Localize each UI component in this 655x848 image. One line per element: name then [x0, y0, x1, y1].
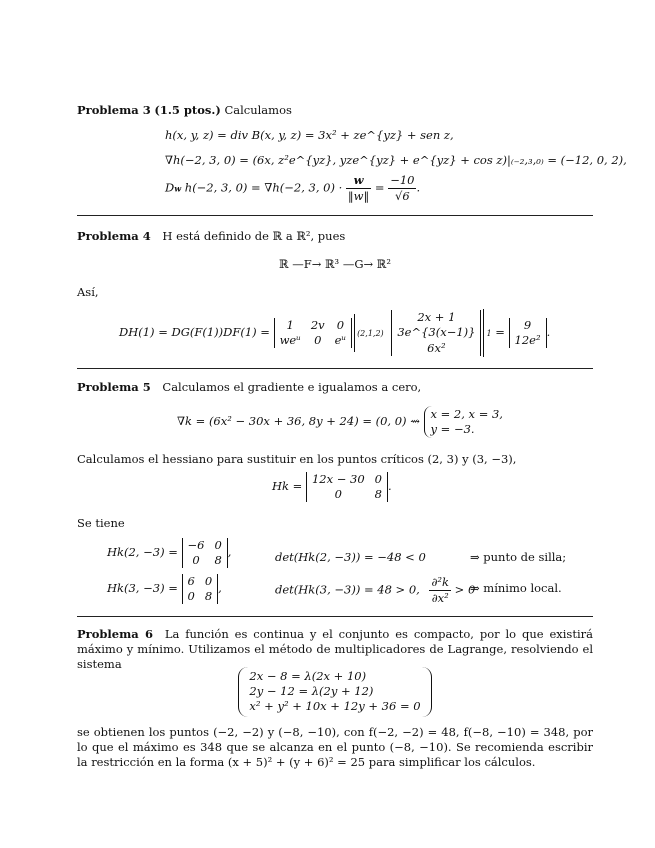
map-chain: ℝ —F→ ℝ³ —G→ ℝ²	[279, 257, 391, 271]
divider-3	[77, 616, 593, 617]
problem-3-label: Problema 3	[77, 103, 151, 117]
dg-eval-point: (2,1,2)	[357, 329, 384, 338]
det-row-2: det(Hk(3, −3)) = 48 > 0, $\frac{\text{∂²k}}{\text{∂x²}}$ > 0	[275, 575, 476, 606]
problem-5-label: Problema 5	[77, 380, 151, 394]
dg-matrix: 1 2v 0 weᵘ 0 eᵘ	[274, 318, 352, 348]
problem-6-label: Problema 6	[77, 627, 153, 641]
problem-4	[77, 229, 593, 355]
problem-5-heading	[77, 380, 593, 395]
df-eval-point: 1	[486, 329, 492, 338]
hessian-intro: Calculamos el hessiano para sustituir en los puntos críticos (2, 3) y (3, −3),	[77, 452, 517, 466]
problem-3-intro: Calculamos	[224, 103, 292, 117]
problem-4-heading	[77, 229, 593, 244]
df-matrix: 2x + 1 3e^{3(x−1)} 6x²	[391, 310, 481, 356]
directional-derivative-symbol: D	[165, 180, 175, 195]
divider-2	[77, 368, 593, 369]
lagrange-system: 2x − 8 = λ(2x + 10) 2y − 12 = λ(2y + 12) x² + y² + 10x + 12y + 36 = 0	[77, 667, 593, 717]
second-partial-fraction: $\frac{\text{∂²k}}{\text{∂x²}}$	[431, 575, 449, 606]
problem-5-intro: Calculamos el gradiente e igualamos a cero,	[162, 380, 422, 394]
problem-3-eq3: Dw h(−2, 3, 0) = ∇h(−2, 3, 0) · $\frac{w}{‖w‖}$ = $\frac{-10}{√6}$ .	[165, 173, 421, 204]
result-matrix: 9 12e²	[509, 318, 547, 348]
problem-3-eq2: ∇h(−2, 3, 0) = (6x, z²e^{yz}, yze^{yz} + e^{yz} + cos z)|₍₋₂,₃,₀₎ = (−12, 0, 2),	[165, 153, 627, 167]
se-tiene: Se tiene	[77, 516, 125, 530]
hessian-row-2: Hk(3, −3) = 6 0 0 8,	[107, 574, 222, 604]
problem-3-points: (1.5 ptos.)	[154, 103, 221, 117]
problem-5	[77, 380, 593, 606]
hessian-matrix: 12x − 30 0 0 8	[306, 472, 388, 502]
problem-4-label: Problema 4	[77, 229, 151, 243]
divider-1	[77, 215, 593, 216]
hessian-equation: Hk = 12x − 30 0 0 8.	[272, 472, 392, 502]
problem-4-intro: H está definido de ℝ a ℝ², pues	[162, 229, 346, 243]
jacobian-product: DH(1) = DG(F(1))DF(1) = 1 2v 0 weᵘ 0 eᵘ (2,1,2) 2x + 1 3e^{3(x−1)} 6x²1 = 9 12e².	[119, 309, 550, 357]
problem-3	[77, 103, 627, 204]
result-fraction: $\frac{-10}{√6}$	[390, 173, 415, 204]
problem-3-eq1: h(x, y, z) = div B(x, y, z) = 3x² + ze^{yz} + sen z,	[165, 128, 454, 142]
saddle-result: ⇒ punto de silla;	[470, 550, 567, 564]
minimum-result: ⇒ mínimo local.	[470, 581, 562, 595]
det-row-1: det(Hk(2, −3)) = −48 < 0	[275, 550, 426, 564]
critical-points-system: x = 2, x = 3, y = −3.	[424, 406, 509, 438]
problem-6-conclusion: se obtienen los puntos (−2, −2) y (−8, −10), con f(−2, −2) = 48, f(−8, −10) = 348, por lo que el máximo es 348 que se alcanza en el punto (−8, −10). Se recomienda escribir la restricción en la forma (x + 5)² + (y + 6)² = 25 para simplificar los cálculos.	[77, 725, 593, 770]
problem-6	[77, 627, 593, 770]
gradient-equation: ∇k = (6x² − 30x + 36, 8y + 24) = (0, 0) ⇝ x = 2, x = 3, y = −3.	[177, 406, 509, 438]
hessian-row-1: Hk(2, −3) = −6 0 0 8,	[107, 538, 232, 568]
asi-text: Así,	[77, 285, 99, 299]
w-over-norm-fraction: $\frac{w}{‖w‖}$	[347, 173, 370, 204]
problem-6-intro: Problema 6 La función es continua y el conjunto es compacto, por lo que existirá máximo y mínimo. Utilizamos el método de multiplicadores de Lagrange, resolviendo el sistema	[77, 627, 593, 672]
eq3-body: h(−2, 3, 0) = ∇h(−2, 3, 0) ·	[184, 180, 343, 195]
problem-3-heading	[77, 103, 593, 118]
